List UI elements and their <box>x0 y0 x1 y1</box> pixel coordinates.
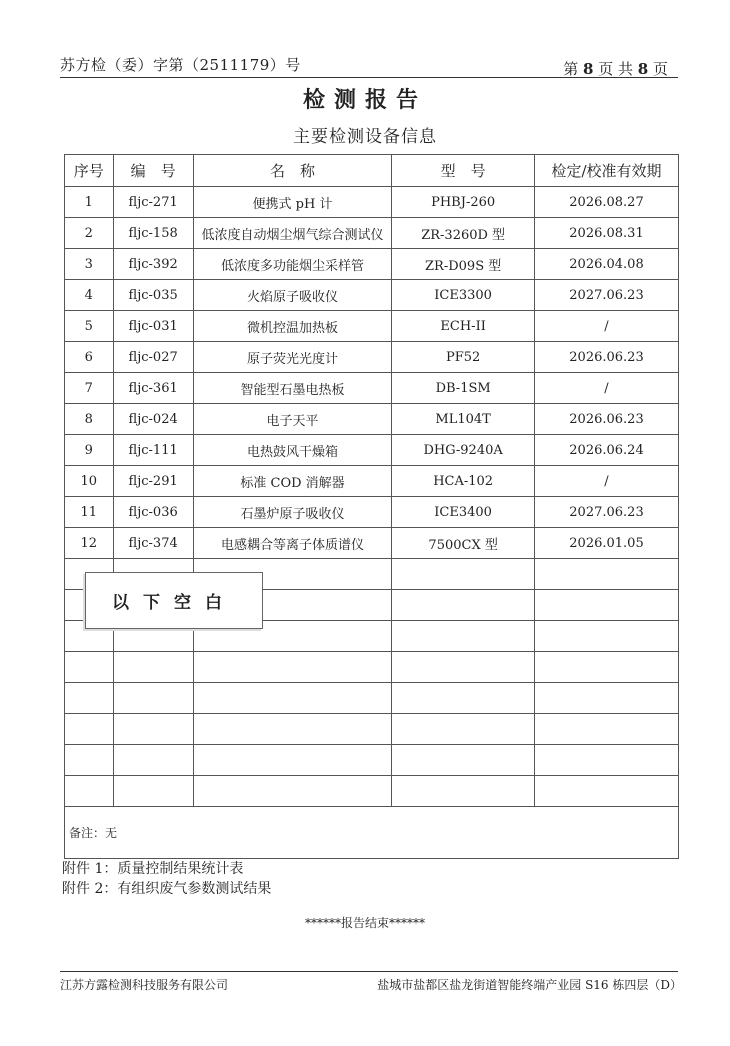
row-no: 10 <box>65 466 114 497</box>
footer-address: 盐城市盐都区盐龙街道智能终端产业园 S16 栋四层（D） <box>377 978 682 992</box>
row-no: 1 <box>65 187 114 218</box>
row-code: fljc-361 <box>113 373 193 404</box>
table-row <box>65 435 679 466</box>
row-model: ICE3300 <box>392 280 535 311</box>
table-row <box>65 218 679 249</box>
empty-cell <box>193 714 391 745</box>
empty-cell <box>392 590 535 621</box>
report-end-mark: ******报告结束****** <box>304 916 425 930</box>
row-no: 9 <box>65 435 114 466</box>
table-row <box>65 373 679 404</box>
page-current: 8 <box>582 60 594 78</box>
row-model: ECH-II <box>392 311 535 342</box>
row-validity: / <box>535 466 679 497</box>
empty-cell <box>392 652 535 683</box>
empty-cell <box>392 745 535 776</box>
row-code: fljc-271 <box>113 187 193 218</box>
row-code: fljc-036 <box>113 497 193 528</box>
empty-cell <box>193 745 391 776</box>
empty-cell <box>193 776 391 807</box>
attachment-1: 附件 1：质量控制结果统计表 <box>62 861 244 877</box>
row-name: 电热鼓风干燥箱 <box>193 435 391 466</box>
empty-cell <box>113 745 193 776</box>
row-code: fljc-027 <box>113 342 193 373</box>
page-title: 检测报告 <box>302 87 427 113</box>
row-code: fljc-031 <box>113 311 193 342</box>
note-row <box>65 807 679 859</box>
empty-cell <box>535 745 679 776</box>
row-model: ZR-3260D 型 <box>392 218 535 249</box>
blank-stamp: 以下空白 <box>85 572 263 629</box>
table-header-row <box>65 155 679 187</box>
row-model: DB-1SM <box>392 373 535 404</box>
table-row <box>65 280 679 311</box>
row-validity: 2027.06.23 <box>535 280 679 311</box>
row-code: fljc-291 <box>113 466 193 497</box>
empty-cell <box>535 621 679 652</box>
row-name: 微机控温加热板 <box>193 311 391 342</box>
table-body <box>65 187 679 859</box>
empty-cell <box>392 714 535 745</box>
row-code: fljc-374 <box>113 528 193 559</box>
empty-cell <box>535 590 679 621</box>
row-validity: 2026.04.08 <box>535 249 679 280</box>
page-total: 8 <box>637 60 649 78</box>
empty-cell <box>65 683 114 714</box>
empty-cell <box>535 652 679 683</box>
empty-cell <box>392 776 535 807</box>
page-word: 第 <box>563 60 579 78</box>
empty-cell <box>392 559 535 590</box>
row-validity: 2026.08.31 <box>535 218 679 249</box>
empty-cell <box>392 621 535 652</box>
row-model: 7500CX 型 <box>392 528 535 559</box>
empty-cell <box>113 652 193 683</box>
header-divider <box>60 77 678 78</box>
row-no: 12 <box>65 528 114 559</box>
attachment-2: 附件 2：有组织废气参数测试结果 <box>62 881 272 897</box>
footer-divider <box>60 971 678 972</box>
header-code: 编 号 <box>113 155 193 187</box>
table-row <box>65 466 679 497</box>
empty-cell <box>113 683 193 714</box>
row-name: 原子荧光光度计 <box>193 342 391 373</box>
note-text: 备注：无 <box>65 807 679 859</box>
row-no: 3 <box>65 249 114 280</box>
table-row <box>65 187 679 218</box>
row-validity: 2026.06.24 <box>535 435 679 466</box>
header-no: 序号 <box>65 155 114 187</box>
row-model: ICE3400 <box>392 497 535 528</box>
row-validity: 2026.06.23 <box>535 404 679 435</box>
report-number: 苏方检（委）字第（2511179）号 <box>60 56 301 74</box>
empty-cell <box>535 683 679 714</box>
row-name: 火焰原子吸收仪 <box>193 280 391 311</box>
table-row <box>65 342 679 373</box>
empty-row <box>65 714 679 745</box>
row-name: 石墨炉原子吸收仪 <box>193 497 391 528</box>
row-model: DHG-9240A <box>392 435 535 466</box>
row-validity: / <box>535 311 679 342</box>
empty-cell <box>65 776 114 807</box>
header-validity: 检定/校准有效期 <box>535 155 679 187</box>
empty-row <box>65 745 679 776</box>
row-validity: 2027.06.23 <box>535 497 679 528</box>
row-no: 6 <box>65 342 114 373</box>
empty-cell <box>193 652 391 683</box>
row-no: 5 <box>65 311 114 342</box>
page-indicator <box>563 58 668 79</box>
row-name: 标准 COD 消解器 <box>193 466 391 497</box>
row-model: PF52 <box>392 342 535 373</box>
table-row <box>65 528 679 559</box>
table-row <box>65 311 679 342</box>
row-name: 低浓度自动烟尘烟气综合测试仪 <box>193 218 391 249</box>
row-validity: / <box>535 373 679 404</box>
empty-cell <box>392 683 535 714</box>
empty-cell <box>535 714 679 745</box>
row-code: fljc-158 <box>113 218 193 249</box>
page-word: 页 <box>652 60 668 78</box>
empty-cell <box>113 776 193 807</box>
empty-row <box>65 776 679 807</box>
empty-row <box>65 683 679 714</box>
footer-company: 江苏方露检测科技服务有限公司 <box>60 978 229 992</box>
row-model: ML104T <box>392 404 535 435</box>
row-name: 电子天平 <box>193 404 391 435</box>
empty-cell <box>535 776 679 807</box>
row-no: 11 <box>65 497 114 528</box>
row-code: fljc-111 <box>113 435 193 466</box>
row-name: 电感耦合等离子体质谱仪 <box>193 528 391 559</box>
row-validity: 2026.06.23 <box>535 342 679 373</box>
row-no: 2 <box>65 218 114 249</box>
empty-row <box>65 652 679 683</box>
row-no: 7 <box>65 373 114 404</box>
equipment-table <box>64 154 679 859</box>
row-model: PHBJ-260 <box>392 187 535 218</box>
row-code: fljc-035 <box>113 280 193 311</box>
row-validity: 2026.01.05 <box>535 528 679 559</box>
row-name: 智能型石墨电热板 <box>193 373 391 404</box>
empty-cell <box>65 652 114 683</box>
row-name: 便携式 pH 计 <box>193 187 391 218</box>
table-row <box>65 497 679 528</box>
table-row <box>65 249 679 280</box>
row-name: 低浓度多功能烟尘采样管 <box>193 249 391 280</box>
row-code: fljc-024 <box>113 404 193 435</box>
row-model: HCA-102 <box>392 466 535 497</box>
row-code: fljc-392 <box>113 249 193 280</box>
page-subtitle: 主要检测设备信息 <box>293 127 437 147</box>
row-model: ZR-D09S 型 <box>392 249 535 280</box>
empty-cell <box>65 714 114 745</box>
row-no: 8 <box>65 404 114 435</box>
row-validity: 2026.08.27 <box>535 187 679 218</box>
header-model: 型 号 <box>392 155 535 187</box>
empty-cell <box>113 714 193 745</box>
empty-cell <box>65 745 114 776</box>
row-no: 4 <box>65 280 114 311</box>
page-word: 页 共 <box>598 60 633 78</box>
empty-cell <box>535 559 679 590</box>
header-name: 名 称 <box>193 155 391 187</box>
empty-cell <box>193 683 391 714</box>
table-row <box>65 404 679 435</box>
